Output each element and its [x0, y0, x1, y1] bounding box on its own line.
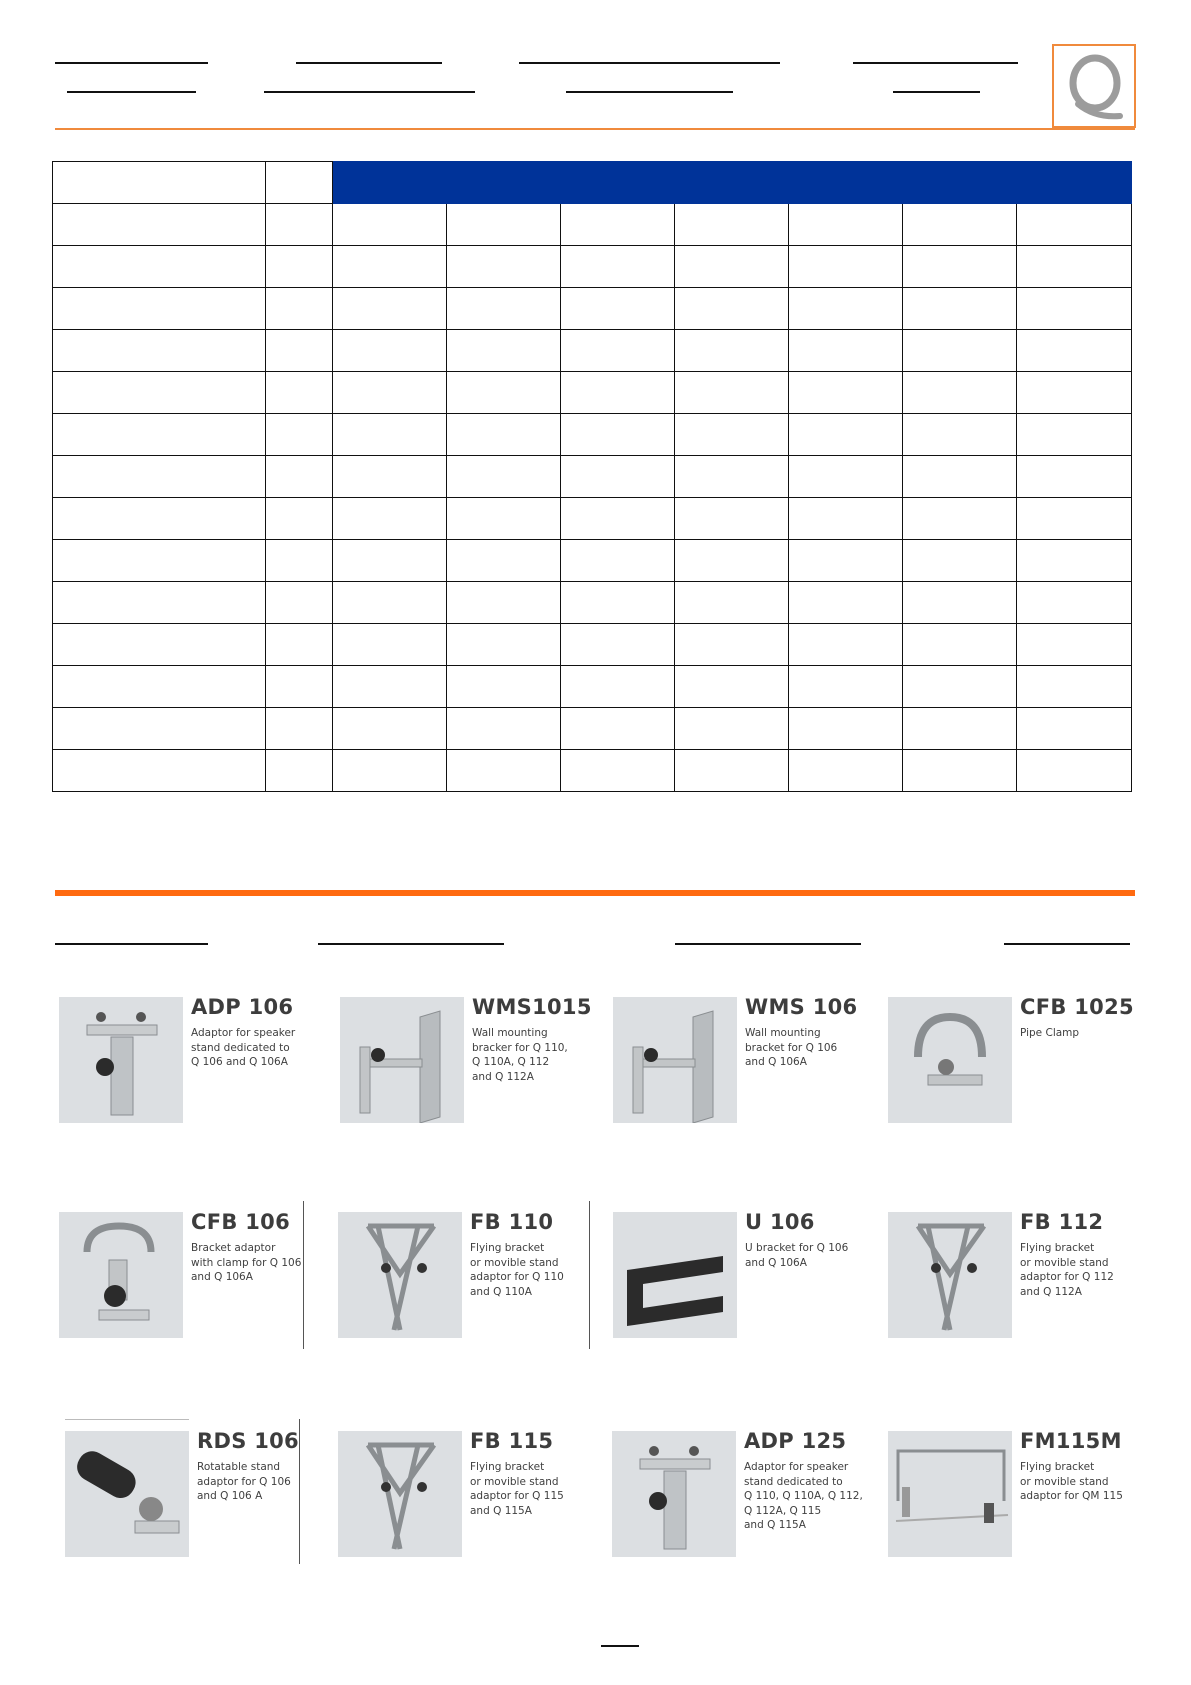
table-cell — [903, 288, 1017, 330]
table-cell — [447, 330, 561, 372]
product-photo — [888, 997, 1012, 1123]
table-cell — [333, 540, 447, 582]
product-tile — [613, 997, 873, 1147]
product-description: Flying bracket or movible stand adaptor for QM 115 — [1020, 1461, 1123, 1502]
table-header-cell — [1017, 162, 1132, 204]
product-photo — [338, 1431, 462, 1557]
table-cell — [561, 330, 675, 372]
table-cell — [903, 204, 1017, 246]
table-cell — [675, 288, 789, 330]
table-cell — [675, 372, 789, 414]
table-cell — [266, 246, 333, 288]
table-cell — [53, 750, 266, 792]
table-cell — [675, 624, 789, 666]
product-tile — [338, 1212, 598, 1362]
clamp-bracket-icon — [59, 1212, 183, 1338]
table-cell — [789, 498, 903, 540]
table-cell — [447, 582, 561, 624]
adapter-icon — [612, 1431, 736, 1557]
table-cell — [903, 246, 1017, 288]
product-title: FB 112 — [1020, 1210, 1104, 1234]
table-cell — [333, 666, 447, 708]
table-cell — [903, 540, 1017, 582]
product-description: Flying bracket or movible stand adaptor for Q 110 and Q 110A — [470, 1242, 564, 1298]
table-row — [53, 288, 1132, 330]
table-cell — [561, 708, 675, 750]
product-tile — [65, 1431, 325, 1581]
flying-bracket-icon — [888, 1212, 1012, 1338]
table-cell — [789, 708, 903, 750]
table-header-cell — [53, 162, 266, 204]
product-photo — [59, 997, 183, 1123]
table-cell — [675, 456, 789, 498]
product-tile — [59, 1212, 319, 1362]
product-title: FB 110 — [470, 1210, 554, 1234]
table-header-row — [53, 162, 1132, 204]
rotatable-stand-icon — [65, 1431, 189, 1557]
table-cell — [53, 372, 266, 414]
wall-mount-icon — [340, 997, 464, 1123]
product-tile — [888, 1431, 1148, 1581]
table-cell — [903, 666, 1017, 708]
table-cell — [903, 624, 1017, 666]
table-cell — [789, 582, 903, 624]
table-cell — [333, 288, 447, 330]
table-cell — [789, 624, 903, 666]
table-cell — [561, 204, 675, 246]
table-cell — [447, 750, 561, 792]
table-cell — [53, 288, 266, 330]
table-cell — [903, 372, 1017, 414]
product-photo — [613, 997, 737, 1123]
product-title: U 106 — [745, 1210, 815, 1234]
table-cell — [53, 246, 266, 288]
table-header-cell — [333, 162, 447, 204]
logo-q-icon — [1062, 52, 1128, 122]
table-cell — [333, 498, 447, 540]
pipe-clamp-icon — [888, 997, 1012, 1123]
table-cell — [561, 288, 675, 330]
table-cell — [1017, 708, 1132, 750]
section-underline — [318, 943, 504, 945]
table-row — [53, 540, 1132, 582]
wall-mount-icon — [613, 997, 737, 1123]
u-bracket-icon — [613, 1212, 737, 1338]
table-cell — [789, 414, 903, 456]
table-cell — [675, 204, 789, 246]
flying-frame-icon — [888, 1431, 1012, 1557]
table-cell — [903, 498, 1017, 540]
table-cell — [561, 456, 675, 498]
table-cell — [1017, 330, 1132, 372]
table-row — [53, 708, 1132, 750]
table-cell — [266, 372, 333, 414]
table-cell — [53, 498, 266, 540]
product-description: Flying bracket or movible stand adaptor for Q 115 and Q 115A — [470, 1461, 564, 1517]
table-cell — [789, 330, 903, 372]
table-header-cell — [561, 162, 675, 204]
page-number-underline — [601, 1645, 639, 1647]
table-cell — [266, 288, 333, 330]
table-cell — [266, 456, 333, 498]
table-cell — [1017, 582, 1132, 624]
table-row — [53, 624, 1132, 666]
product-description: Rotatable stand adaptor for Q 106 and Q 106 A — [197, 1461, 291, 1502]
section-underline — [1004, 943, 1130, 945]
table-cell — [561, 246, 675, 288]
table-cell — [447, 708, 561, 750]
product-description: U bracket for Q 106 and Q 106A — [745, 1242, 849, 1269]
table-cell — [266, 750, 333, 792]
table-cell — [789, 204, 903, 246]
product-description: Pipe Clamp — [1020, 1027, 1080, 1039]
product-description: Adaptor for speaker stand dedicated to Q 106 and Q 106A — [191, 1027, 296, 1068]
product-tile — [888, 997, 1148, 1147]
section-divider — [55, 890, 1135, 896]
table-cell — [561, 540, 675, 582]
table-row — [53, 372, 1132, 414]
table-cell — [266, 624, 333, 666]
product-photo — [613, 1212, 737, 1338]
table-cell — [903, 708, 1017, 750]
table-cell — [447, 498, 561, 540]
product-photo — [340, 997, 464, 1123]
table-cell — [333, 708, 447, 750]
table-cell — [1017, 666, 1132, 708]
table-cell — [266, 540, 333, 582]
product-description: Flying bracket or movible stand adaptor for Q 112 and Q 112A — [1020, 1242, 1114, 1298]
table-row — [53, 666, 1132, 708]
product-tile — [59, 997, 319, 1147]
table-cell — [789, 246, 903, 288]
product-description: Bracket adaptor with clamp for Q 106 and Q 106A — [191, 1242, 302, 1283]
table-cell — [675, 708, 789, 750]
section-underline — [675, 943, 861, 945]
table-cell — [266, 582, 333, 624]
table-row — [53, 330, 1132, 372]
row-divider — [65, 1419, 189, 1420]
table-cell — [333, 204, 447, 246]
table-cell — [561, 372, 675, 414]
table-header-cell — [447, 162, 561, 204]
table-cell — [1017, 456, 1132, 498]
table-cell — [675, 540, 789, 582]
table-cell — [447, 246, 561, 288]
table-cell — [1017, 498, 1132, 540]
table-cell — [1017, 372, 1132, 414]
header-underline — [893, 91, 980, 93]
header-rule — [55, 128, 1135, 130]
product-photo — [612, 1431, 736, 1557]
product-title: ADP 125 — [744, 1429, 847, 1453]
column-divider — [299, 1419, 300, 1564]
table-cell — [1017, 540, 1132, 582]
table-cell — [1017, 624, 1132, 666]
product-tile — [340, 997, 600, 1147]
product-title: CFB 106 — [191, 1210, 291, 1234]
table-header-cell — [903, 162, 1017, 204]
table-cell — [53, 456, 266, 498]
table-cell — [266, 414, 333, 456]
logo — [1052, 44, 1136, 128]
table-row — [53, 414, 1132, 456]
product-title: WMS 106 — [745, 995, 858, 1019]
header-underline — [853, 62, 1018, 64]
table-cell — [675, 582, 789, 624]
table-cell — [1017, 246, 1132, 288]
spec-table — [52, 161, 1132, 792]
table-cell — [447, 666, 561, 708]
table-cell — [333, 624, 447, 666]
table-row — [53, 456, 1132, 498]
table-cell — [266, 330, 333, 372]
table-cell — [333, 750, 447, 792]
product-description: Adaptor for speaker stand dedicated to Q 110, Q 110A, Q 112, Q 112A, Q 115 and Q 115A — [744, 1461, 863, 1531]
table-cell — [53, 330, 266, 372]
table-row — [53, 582, 1132, 624]
adapter-icon — [59, 997, 183, 1123]
table-cell — [447, 456, 561, 498]
table-cell — [789, 288, 903, 330]
table-cell — [903, 456, 1017, 498]
table-cell — [903, 582, 1017, 624]
table-header-cell — [266, 162, 333, 204]
column-divider — [303, 1201, 304, 1349]
table-cell — [561, 624, 675, 666]
table-cell — [447, 204, 561, 246]
product-tile — [338, 1431, 598, 1581]
product-photo — [65, 1431, 189, 1557]
table-cell — [266, 498, 333, 540]
header-underline — [296, 62, 442, 64]
table-cell — [903, 330, 1017, 372]
table-cell — [1017, 204, 1132, 246]
table-cell — [1017, 288, 1132, 330]
table-cell — [789, 540, 903, 582]
header-underline — [67, 91, 196, 93]
table-cell — [561, 498, 675, 540]
table-cell — [675, 666, 789, 708]
table-header-cell — [789, 162, 903, 204]
product-description: Wall mounting bracket for Q 106 and Q 106A — [745, 1027, 838, 1068]
table-cell — [333, 414, 447, 456]
flying-bracket-icon — [338, 1212, 462, 1338]
table-cell — [675, 498, 789, 540]
table-cell — [53, 624, 266, 666]
table-cell — [333, 456, 447, 498]
table-cell — [903, 750, 1017, 792]
table-cell — [266, 708, 333, 750]
table-body — [53, 204, 1132, 792]
table-cell — [903, 414, 1017, 456]
table-cell — [53, 540, 266, 582]
table-cell — [447, 414, 561, 456]
product-photo — [888, 1431, 1012, 1557]
product-title: WMS1015 — [472, 995, 592, 1019]
table-cell — [53, 582, 266, 624]
flying-bracket-icon — [338, 1431, 462, 1557]
table-cell — [53, 708, 266, 750]
product-title: FM115M — [1020, 1429, 1122, 1453]
product-title: ADP 106 — [191, 995, 294, 1019]
product-tile — [613, 1212, 873, 1362]
product-photo — [888, 1212, 1012, 1338]
product-title: RDS 106 — [197, 1429, 299, 1453]
table-cell — [53, 666, 266, 708]
product-tile — [612, 1431, 872, 1581]
section-underline — [55, 943, 208, 945]
column-divider — [589, 1201, 590, 1349]
table-cell — [561, 582, 675, 624]
header-underline — [55, 62, 208, 64]
table-row — [53, 498, 1132, 540]
table-cell — [789, 666, 903, 708]
table-cell — [789, 372, 903, 414]
table-cell — [333, 330, 447, 372]
table-row — [53, 246, 1132, 288]
header-underline — [566, 91, 733, 93]
header-underline — [519, 62, 780, 64]
header-underline — [264, 91, 475, 93]
table-cell — [675, 750, 789, 792]
table-row — [53, 750, 1132, 792]
table-cell — [1017, 750, 1132, 792]
table-cell — [53, 204, 266, 246]
table-cell — [333, 246, 447, 288]
table-cell — [789, 456, 903, 498]
product-title: CFB 1025 — [1020, 995, 1134, 1019]
table-cell — [447, 288, 561, 330]
product-title: FB 115 — [470, 1429, 554, 1453]
table-cell — [675, 414, 789, 456]
table-cell — [561, 750, 675, 792]
table-cell — [561, 666, 675, 708]
table-cell — [53, 414, 266, 456]
product-tile — [888, 1212, 1148, 1362]
table-cell — [333, 372, 447, 414]
table-cell — [675, 330, 789, 372]
product-photo — [59, 1212, 183, 1338]
table-cell — [789, 750, 903, 792]
table-cell — [266, 666, 333, 708]
table-cell — [561, 414, 675, 456]
table-cell — [447, 372, 561, 414]
table-cell — [447, 624, 561, 666]
table-cell — [675, 246, 789, 288]
product-description: Wall mounting bracker for Q 110, Q 110A, Q 112 and Q 112A — [472, 1027, 568, 1083]
table-cell — [447, 540, 561, 582]
product-photo — [338, 1212, 462, 1338]
table-cell — [333, 582, 447, 624]
table-cell — [1017, 414, 1132, 456]
table-header-cell — [675, 162, 789, 204]
table-row — [53, 204, 1132, 246]
table-cell — [266, 204, 333, 246]
